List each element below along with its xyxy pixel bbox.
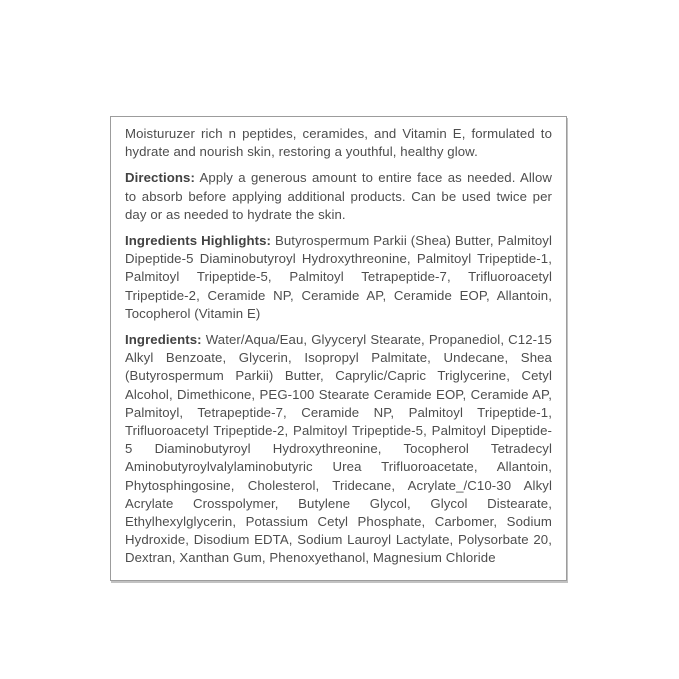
- ingredients-highlights-label: Ingredients Highlights:: [125, 233, 272, 249]
- ingredients-highlights-text: Butyrospermum Parkii (Shea) Butter, Palmitoyl Dipeptide-5 Diaminobutyroyl Hydroxythreonine, Palmitoyl Tripeptide-1, Palmitoyl Tripeptide-5, Palmitoyl Tetrapeptide-7, Trifluoroacetyl Tripeptide-2, Ceramide NP, Ceramide AP, Ceramide EOP, Allantoin, Tocopherol (Vitamin E): [125, 233, 552, 321]
- ingredients-text: Water/Aqua/Eau, Glyyceryl Stearate, Propanediol, C12-15 Alkyl Benzoate, Glycerin, Isopropyl Palmitate, Undecane, Shea (Butyrospermum Parkii) Butter, Caprylic/Capric Triglycerine, Cetyl Alcohol, Dimethicone, PEG-100 Stearate Ceramide EOP, Ceramide AP, Palmitoyl, Tetrapeptide-7, Ceramide NP, Palmitoyl Tripeptide-1, Trifluoroacetyl Tripeptide-2, Palmitoyl Tripeptide-5, Palmitoyl Dipeptide-5 Diaminobutyroyl Hydroxythreonine, Tocopherol Tetradecyl Aminobutyroylvalylaminobutyric Urea Trifluoroacetate, Allantoin, Phytosphingosine, Cholesterol, Tridecane, Acrylate_/C10-30 Alkyl Acrylate Crosspolymer, Butylene Glycol, Glycol Distearate, Ethylhexylglycerin, Potassium Cetyl Phosphate, Carbomer, Sodium Hydroxide, Disodium EDTA, Sodium Lauroyl Lactylate, Polysorbate 20, Dextran, Xanthan Gum, Phenoxyethanol, Magnesium Chloride: [125, 332, 552, 566]
- directions-label: Directions:: [125, 170, 195, 186]
- product-description-text: Moisturuzer rich n peptides, ceramides, and Vitamin E, formulated to hydrate and nourish skin, restoring a youthful, healthy glow.: [125, 126, 552, 160]
- product-description: [125, 125, 552, 161]
- product-info-panel: [110, 116, 567, 581]
- ingredients-highlights-paragraph: [125, 232, 552, 323]
- directions-paragraph: [125, 169, 552, 224]
- directions-text: Apply a generous amount to entire face as needed. Allow to absorb before applying additional products. Can be used twice per day or as needed to hydrate the skin.: [125, 170, 552, 222]
- ingredients-label: Ingredients:: [125, 332, 202, 348]
- ingredients-paragraph: [125, 331, 552, 568]
